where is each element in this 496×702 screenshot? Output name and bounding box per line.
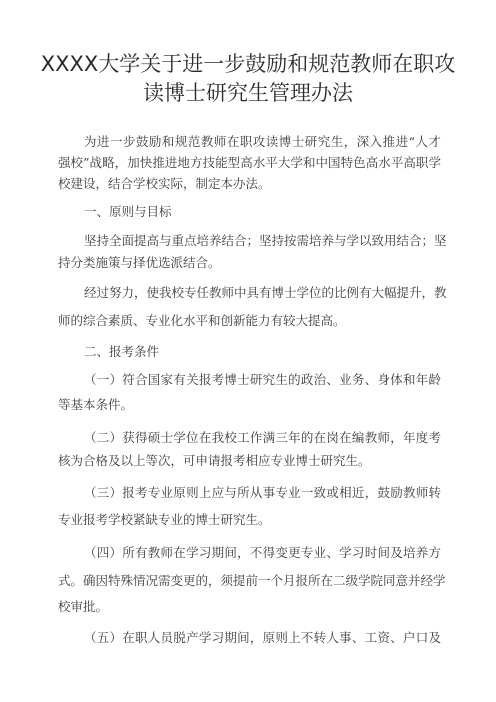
paragraph-line: 为进一步鼓励和规范教师在职攻读博士研究生，深入推进“人才 [84, 134, 441, 149]
paragraph-line: 经过努力，使我校专任教师中具有博士学位的比例有大幅提升，教 [84, 285, 447, 300]
paragraph-line: 校建设，结合学校实际，制定本办法。 [58, 176, 271, 191]
paragraph-line: 式。确因特殊情况需变更的，须提前一个月报所在二级学院同意并经学 [58, 573, 446, 588]
paragraph-line: （四）所有教师在学习期间，不得变更专业、学习时间及培养方 [84, 545, 441, 560]
paragraph-line: 核为合格及以上等次，可申请报考相应专业博士研究生。 [58, 453, 371, 468]
document-title-line-2: 读博士研究生管理办法 [143, 81, 353, 105]
paragraph-line: （二）获得硕士学位在我校工作满三年的在岗在编教师，年度考 [84, 430, 441, 445]
paragraph-line: （三）报考专业原则上应与所从事专业一致或相近，鼓励教师转 [84, 485, 441, 500]
paragraph-line: 强校”战略，加快推进地方技能型高水平大学和中国特色高水平高职学 [58, 155, 441, 170]
paragraph-line: （五）在职人员脱产学习期间，原则上不转人事、工资、户口及 [84, 630, 441, 645]
section-heading: 一、原则与目标 [84, 204, 172, 219]
paragraph-line: 坚持全面提高与重点培养结合；坚持按需培养与学以致用结合；坚 [84, 233, 447, 248]
paragraph-line: （一）符合国家有关报考博士研究生的政治、业务、身体和年龄 [84, 372, 441, 387]
paragraph-line: 等基本条件。 [58, 397, 134, 412]
paragraph-line: 持分类施策与择优选派结合。 [58, 255, 221, 270]
section-heading: 二、报考条件 [84, 344, 160, 359]
paragraph-line: 校审批。 [58, 599, 109, 614]
paragraph-line: 师的综合素质、专业化水平和创新能力有较大提高。 [58, 313, 346, 328]
document-title-line-1: XXXX大学关于进一步鼓励和规范教师在职攻 [40, 52, 456, 76]
paragraph-line: 专业报考学校紧缺专业的博士研究生。 [58, 512, 271, 527]
